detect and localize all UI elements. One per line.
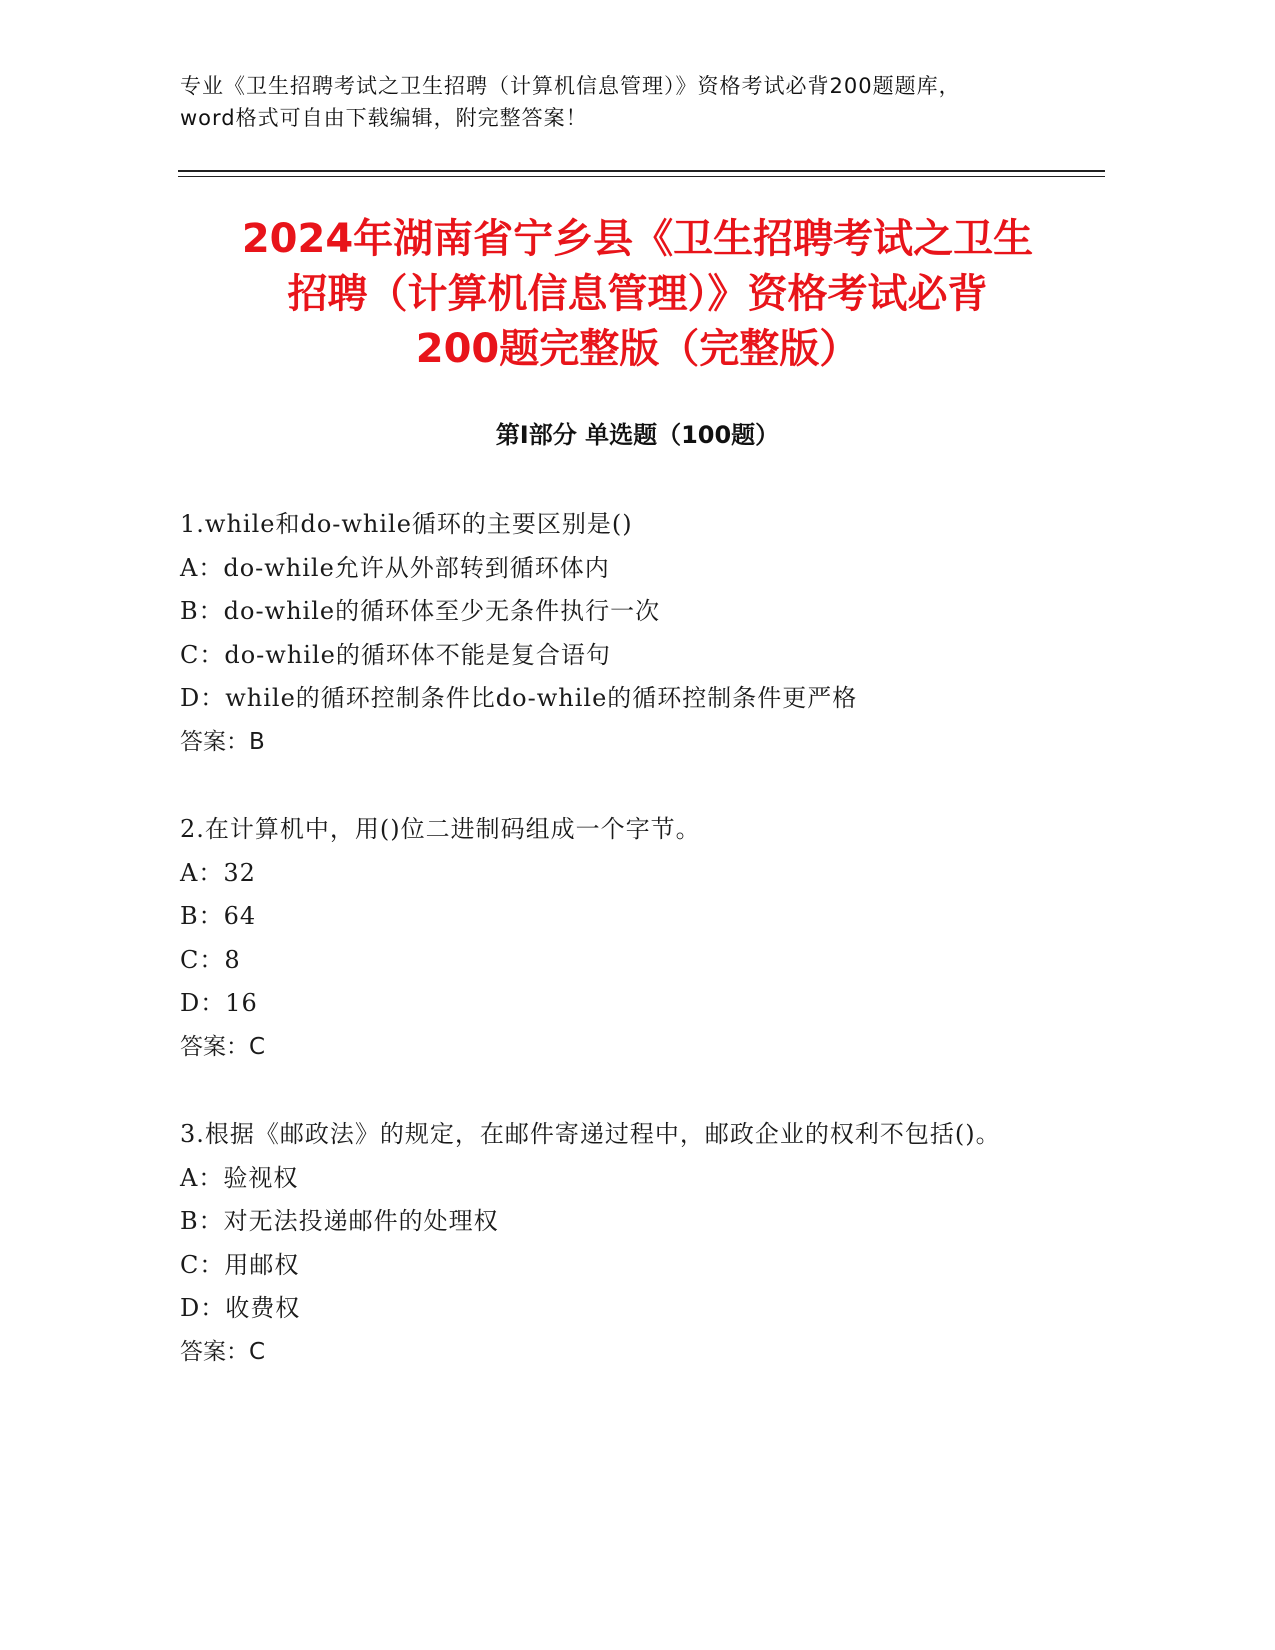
header-note (180, 70, 1100, 134)
title-line: 招聘（计算机信息管理）》资格考试必背 (287, 271, 988, 317)
option-a: A：32 (180, 858, 256, 887)
title-line: 200题完整版（完整版） (415, 326, 860, 372)
option-d: D：while的循环控制条件比do-while的循环控制条件更严格 (180, 684, 858, 713)
option-d: D：16 (180, 989, 258, 1018)
title-line: 2024年湖南省宁乡县《卫生招聘考试之卫生 (241, 216, 1034, 262)
header-divider-thin (178, 176, 1105, 177)
document-title (150, 212, 1125, 377)
option-b: B：do-while的循环体至少无条件执行一次 (180, 597, 661, 626)
question-block (180, 1113, 1080, 1375)
option-b: B：64 (180, 902, 257, 931)
question-stem: 2.在计算机中，用()位二进制码组成一个字节。 (180, 815, 701, 843)
option-a: A：do-while允许从外部转到循环体内 (180, 553, 610, 582)
question-block (180, 503, 1080, 765)
option-c: C：用邮权 (180, 1250, 300, 1279)
option-a: A：验视权 (180, 1163, 299, 1192)
option-d: D：收费权 (180, 1294, 301, 1323)
answer-line: 答案：C (180, 1033, 266, 1060)
option-c: C：8 (180, 945, 241, 974)
header-note-line: word格式可自由下载编辑，附完整答案！ (180, 106, 588, 130)
question-block (180, 808, 1080, 1070)
answer-line: 答案：C (180, 1338, 266, 1365)
option-b: B：对无法投递邮件的处理权 (180, 1207, 499, 1236)
option-c: C：do-while的循环体不能是复合语句 (180, 640, 611, 669)
header-divider (178, 170, 1105, 172)
section-heading: 第Ⅰ部分 单选题（100题） (495, 421, 780, 449)
question-stem: 3.根据《邮政法》的规定，在邮件寄递过程中，邮政企业的权利不包括()。 (180, 1120, 1001, 1148)
answer-line: 答案：B (180, 728, 265, 755)
question-stem: 1.while和do-while循环的主要区别是() (180, 510, 633, 538)
header-note-line: 专业《卫生招聘考试之卫生招聘（计算机信息管理）》资格考试必背200题题库， (180, 74, 961, 98)
